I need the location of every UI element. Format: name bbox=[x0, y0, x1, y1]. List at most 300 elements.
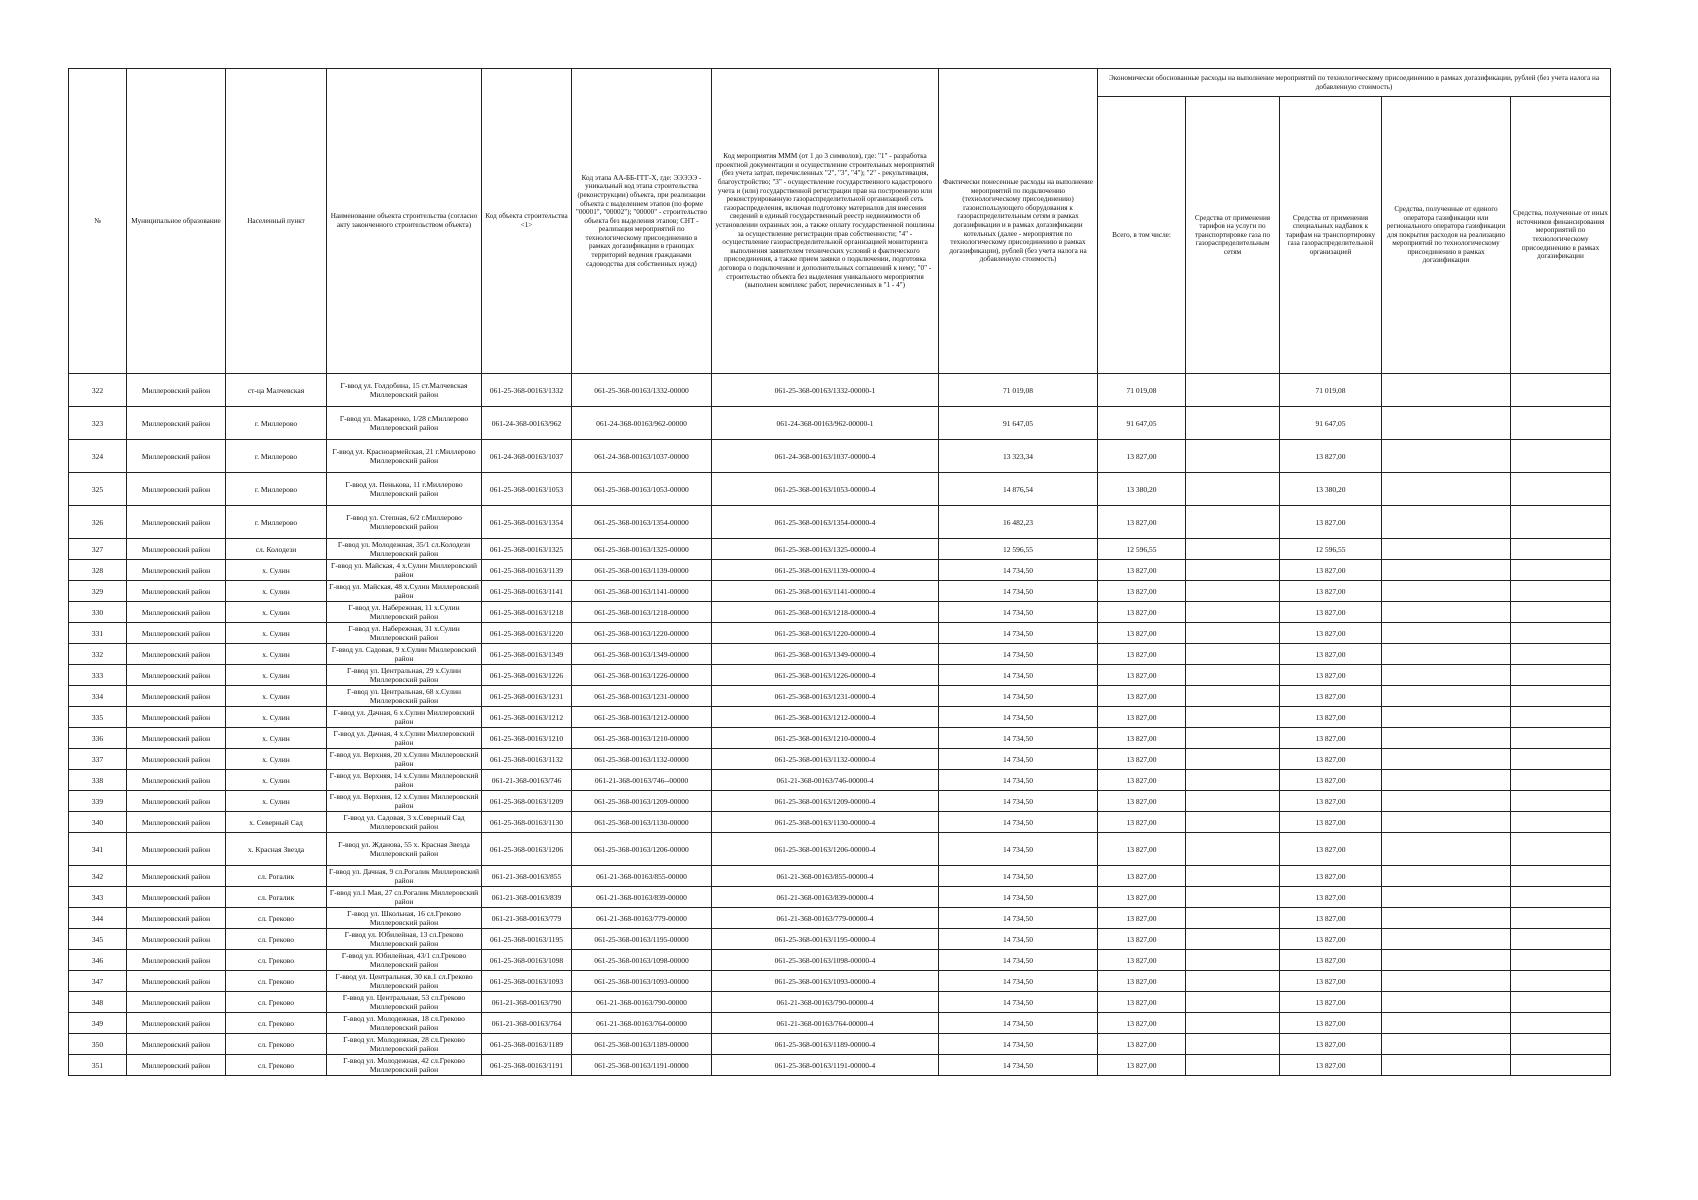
municipality-cell: Миллеровский район bbox=[127, 407, 226, 440]
table-row bbox=[69, 866, 1611, 887]
special-funds-cell: 12 596,55 bbox=[1280, 539, 1382, 560]
total-cell: 13 827,00 bbox=[1098, 749, 1186, 770]
object-name-cell: Г-ввод ул. Красноармейская, 21 г.Миллерово Миллеровский район bbox=[327, 440, 482, 473]
object-code-cell: 061-25-368-00163/1332 bbox=[482, 374, 572, 407]
table-row bbox=[69, 665, 1611, 686]
event-code-cell: 061-25-368-00163/1053-00000-4 bbox=[712, 473, 939, 506]
operator-funds-cell bbox=[1382, 728, 1511, 749]
row-number: 346 bbox=[69, 950, 127, 971]
object-name-cell: Г-ввод ул. Майская, 4 х.Сулин Миллеровский район bbox=[327, 560, 482, 581]
special-funds-cell: 91 647,05 bbox=[1280, 407, 1382, 440]
other-funds-cell bbox=[1511, 908, 1611, 929]
object-name-cell: Г-ввод ул. Школьная, 16 сл.Греково Миллеровский район bbox=[327, 908, 482, 929]
actual-expenses-cell: 16 482,23 bbox=[939, 506, 1098, 539]
municipality-cell: Миллеровский район bbox=[127, 539, 226, 560]
object-code-cell: 061-25-368-00163/1349 bbox=[482, 644, 572, 665]
actual-expenses-cell: 14 734,50 bbox=[939, 644, 1098, 665]
table-row bbox=[69, 374, 1611, 407]
event-code-cell: 061-25-368-00163/1325-00000-4 bbox=[712, 539, 939, 560]
total-cell: 13 827,00 bbox=[1098, 908, 1186, 929]
municipality-cell: Миллеровский район bbox=[127, 374, 226, 407]
event-code-cell: 061-25-368-00163/1220-00000-4 bbox=[712, 623, 939, 644]
actual-expenses-cell: 14 734,50 bbox=[939, 602, 1098, 623]
municipality-cell: Миллеровский район bbox=[127, 908, 226, 929]
row-number: 351 bbox=[69, 1055, 127, 1076]
object-name-cell: Г-ввод ул. Центральная, 68 х.Сулин Миллеровский район bbox=[327, 686, 482, 707]
settlement-cell: г. Миллерово bbox=[226, 473, 327, 506]
event-code-cell: 061-25-368-00163/1206-00000-4 bbox=[712, 833, 939, 866]
actual-expenses-cell: 14 734,50 bbox=[939, 560, 1098, 581]
header-group-title: Экономически обоснованные расходы на выполнение мероприятий по технологическому присоединению в рамках догазификации, рублей (без учета налога на добавленную стоимость) bbox=[1098, 69, 1611, 97]
municipality-cell: Миллеровский район bbox=[127, 866, 226, 887]
municipality-cell: Миллеровский район bbox=[127, 950, 226, 971]
actual-expenses-cell: 12 596,55 bbox=[939, 539, 1098, 560]
row-number: 323 bbox=[69, 407, 127, 440]
settlement-cell: х. Сулин bbox=[226, 728, 327, 749]
operator-funds-cell bbox=[1382, 908, 1511, 929]
row-number: 328 bbox=[69, 560, 127, 581]
settlement-cell: г. Миллерово bbox=[226, 440, 327, 473]
event-code-cell: 061-25-368-00163/1132-00000-4 bbox=[712, 749, 939, 770]
event-code-cell: 061-25-368-00163/1130-00000-4 bbox=[712, 812, 939, 833]
table-row bbox=[69, 749, 1611, 770]
event-code-cell: 061-21-368-00163/746-00000-4 bbox=[712, 770, 939, 791]
municipality-cell: Миллеровский район bbox=[127, 623, 226, 644]
stage-code-cell: 061-25-368-00163/1332-00000 bbox=[572, 374, 712, 407]
object-code-cell: 061-25-368-00163/1191 bbox=[482, 1055, 572, 1076]
event-code-cell: 061-21-368-00163/855-00000-4 bbox=[712, 866, 939, 887]
other-funds-cell bbox=[1511, 833, 1611, 866]
total-cell: 13 827,00 bbox=[1098, 1013, 1186, 1034]
special-funds-cell: 13 827,00 bbox=[1280, 581, 1382, 602]
object-code-cell: 061-25-368-00163/1139 bbox=[482, 560, 572, 581]
object-code-cell: 061-25-368-00163/1220 bbox=[482, 623, 572, 644]
operator-funds-cell bbox=[1382, 644, 1511, 665]
other-funds-cell bbox=[1511, 374, 1611, 407]
total-cell: 13 827,00 bbox=[1098, 950, 1186, 971]
other-funds-cell bbox=[1511, 581, 1611, 602]
settlement-cell: х. Сулин bbox=[226, 560, 327, 581]
tariff-funds-cell bbox=[1186, 623, 1280, 644]
stage-code-cell: 061-25-368-00163/1098-00000 bbox=[572, 950, 712, 971]
actual-expenses-cell: 91 647,05 bbox=[939, 407, 1098, 440]
row-number: 330 bbox=[69, 602, 127, 623]
object-name-cell: Г-ввод ул. Центральная, 29 х.Сулин Миллеровский район bbox=[327, 665, 482, 686]
event-code-cell: 061-25-368-00163/1209-00000-4 bbox=[712, 791, 939, 812]
operator-funds-cell bbox=[1382, 440, 1511, 473]
total-cell: 13 827,00 bbox=[1098, 728, 1186, 749]
stage-code-cell: 061-24-368-00163/962-00000 bbox=[572, 407, 712, 440]
other-funds-cell bbox=[1511, 686, 1611, 707]
actual-expenses-cell: 14 734,50 bbox=[939, 929, 1098, 950]
tariff-funds-cell bbox=[1186, 686, 1280, 707]
municipality-cell: Миллеровский район bbox=[127, 440, 226, 473]
actual-expenses-cell: 14 734,50 bbox=[939, 707, 1098, 728]
header-object-code: Код объекта строительства <1> bbox=[482, 69, 572, 374]
special-funds-cell: 13 827,00 bbox=[1280, 644, 1382, 665]
total-cell: 13 827,00 bbox=[1098, 833, 1186, 866]
actual-expenses-cell: 13 323,34 bbox=[939, 440, 1098, 473]
table-row bbox=[69, 440, 1611, 473]
settlement-cell: х. Сулин bbox=[226, 686, 327, 707]
tariff-funds-cell bbox=[1186, 833, 1280, 866]
special-funds-cell: 13 827,00 bbox=[1280, 623, 1382, 644]
total-cell: 13 827,00 bbox=[1098, 440, 1186, 473]
stage-code-cell: 061-25-368-00163/1354-00000 bbox=[572, 506, 712, 539]
tariff-funds-cell bbox=[1186, 950, 1280, 971]
tariff-funds-cell bbox=[1186, 1055, 1280, 1076]
actual-expenses-cell: 14 734,50 bbox=[939, 749, 1098, 770]
stage-code-cell: 061-25-368-00163/1191-00000 bbox=[572, 1055, 712, 1076]
stage-code-cell: 061-25-368-00163/1206-00000 bbox=[572, 833, 712, 866]
object-name-cell: Г-ввод ул. Юбилейная, 13 сл.Греково Миллеровский район bbox=[327, 929, 482, 950]
other-funds-cell bbox=[1511, 506, 1611, 539]
special-funds-cell: 13 827,00 bbox=[1280, 602, 1382, 623]
row-number: 322 bbox=[69, 374, 127, 407]
object-name-cell: Г-ввод ул. Садовая, 9 х.Сулин Миллеровский район bbox=[327, 644, 482, 665]
stage-code-cell: 061-25-368-00163/1226-00000 bbox=[572, 665, 712, 686]
row-number: 340 bbox=[69, 812, 127, 833]
event-code-cell: 061-25-368-00163/1093-00000-4 bbox=[712, 971, 939, 992]
table-row bbox=[69, 707, 1611, 728]
special-funds-cell: 13 827,00 bbox=[1280, 749, 1382, 770]
actual-expenses-cell: 14 734,50 bbox=[939, 866, 1098, 887]
operator-funds-cell bbox=[1382, 707, 1511, 728]
row-number: 327 bbox=[69, 539, 127, 560]
object-name-cell: Г-ввод ул. Набережная, 11 х.Сулин Миллеровский район bbox=[327, 602, 482, 623]
object-code-cell: 061-25-368-00163/1212 bbox=[482, 707, 572, 728]
actual-expenses-cell: 14 734,50 bbox=[939, 791, 1098, 812]
actual-expenses-cell: 14 734,50 bbox=[939, 1055, 1098, 1076]
operator-funds-cell bbox=[1382, 866, 1511, 887]
tariff-funds-cell bbox=[1186, 473, 1280, 506]
object-code-cell: 061-25-368-00163/1098 bbox=[482, 950, 572, 971]
object-code-cell: 061-21-368-00163/839 bbox=[482, 887, 572, 908]
object-code-cell: 061-25-368-00163/1053 bbox=[482, 473, 572, 506]
stage-code-cell: 061-25-368-00163/1209-00000 bbox=[572, 791, 712, 812]
row-number: 341 bbox=[69, 833, 127, 866]
object-name-cell: Г-ввод ул. Дачная, 9 сл.Рогалик Миллеровский район bbox=[327, 866, 482, 887]
special-funds-cell: 13 827,00 bbox=[1280, 1013, 1382, 1034]
tariff-funds-cell bbox=[1186, 602, 1280, 623]
event-code-cell: 061-25-368-00163/1141-00000-4 bbox=[712, 581, 939, 602]
table-row bbox=[69, 887, 1611, 908]
operator-funds-cell bbox=[1382, 1034, 1511, 1055]
table-row bbox=[69, 686, 1611, 707]
object-code-cell: 061-25-368-00163/1218 bbox=[482, 602, 572, 623]
municipality-cell: Миллеровский район bbox=[127, 929, 226, 950]
tariff-funds-cell bbox=[1186, 770, 1280, 791]
object-name-cell: Г-ввод ул. Верхняя, 20 х.Сулин Миллеровский район bbox=[327, 749, 482, 770]
settlement-cell: сл. Греково bbox=[226, 1013, 327, 1034]
settlement-cell: х. Сулин bbox=[226, 602, 327, 623]
municipality-cell: Миллеровский район bbox=[127, 602, 226, 623]
municipality-cell: Миллеровский район bbox=[127, 1034, 226, 1055]
tariff-funds-cell bbox=[1186, 539, 1280, 560]
operator-funds-cell bbox=[1382, 473, 1511, 506]
event-code-cell: 061-21-368-00163/839-00000-4 bbox=[712, 887, 939, 908]
tariff-funds-cell bbox=[1186, 1013, 1280, 1034]
other-funds-cell bbox=[1511, 644, 1611, 665]
special-funds-cell: 13 827,00 bbox=[1280, 812, 1382, 833]
object-name-cell: Г-ввод ул. Макаренко, 1/28 г.Миллерово Миллеровский район bbox=[327, 407, 482, 440]
stage-code-cell: 061-21-368-00163/746--00000 bbox=[572, 770, 712, 791]
settlement-cell: х. Сулин bbox=[226, 581, 327, 602]
stage-code-cell: 061-25-368-00163/1220-00000 bbox=[572, 623, 712, 644]
operator-funds-cell bbox=[1382, 770, 1511, 791]
municipality-cell: Миллеровский район bbox=[127, 1055, 226, 1076]
stage-code-cell: 061-21-368-00163/855-00000 bbox=[572, 866, 712, 887]
actual-expenses-cell: 14 734,50 bbox=[939, 908, 1098, 929]
operator-funds-cell bbox=[1382, 665, 1511, 686]
operator-funds-cell bbox=[1382, 887, 1511, 908]
special-funds-cell: 13 827,00 bbox=[1280, 1034, 1382, 1055]
special-funds-cell: 13 827,00 bbox=[1280, 929, 1382, 950]
stage-code-cell: 061-25-368-00163/1349-00000 bbox=[572, 644, 712, 665]
total-cell: 13 827,00 bbox=[1098, 686, 1186, 707]
settlement-cell: х. Сулин bbox=[226, 665, 327, 686]
actual-expenses-cell: 14 876,54 bbox=[939, 473, 1098, 506]
header-other-funds: Средства, полученные от иных источников финансирования мероприятий по технологическому присоединению в рамках догазификации bbox=[1511, 97, 1611, 374]
special-funds-cell: 13 827,00 bbox=[1280, 506, 1382, 539]
municipality-cell: Миллеровский район bbox=[127, 728, 226, 749]
special-funds-cell: 13 827,00 bbox=[1280, 971, 1382, 992]
table-row bbox=[69, 1055, 1611, 1076]
event-code-cell: 061-25-368-00163/1139-00000-4 bbox=[712, 560, 939, 581]
other-funds-cell bbox=[1511, 749, 1611, 770]
header-special-funds: Средства от применения специальных надбавок к тарифам на транспортировку газа газораспределительной организацией bbox=[1280, 97, 1382, 374]
municipality-cell: Миллеровский район bbox=[127, 749, 226, 770]
tariff-funds-cell bbox=[1186, 791, 1280, 812]
other-funds-cell bbox=[1511, 812, 1611, 833]
table-row bbox=[69, 407, 1611, 440]
object-code-cell: 061-25-368-00163/1130 bbox=[482, 812, 572, 833]
table-row bbox=[69, 971, 1611, 992]
object-code-cell: 061-21-368-00163/790 bbox=[482, 992, 572, 1013]
object-name-cell: Г-ввод ул. Центральная, 30 кв.1 сл.Греково Миллеровский район bbox=[327, 971, 482, 992]
municipality-cell: Миллеровский район bbox=[127, 770, 226, 791]
total-cell: 91 647,05 bbox=[1098, 407, 1186, 440]
other-funds-cell bbox=[1511, 770, 1611, 791]
tariff-funds-cell bbox=[1186, 374, 1280, 407]
operator-funds-cell bbox=[1382, 950, 1511, 971]
tariff-funds-cell bbox=[1186, 506, 1280, 539]
stage-code-cell: 061-25-368-00163/1210-00000 bbox=[572, 728, 712, 749]
settlement-cell: сл. Греково bbox=[226, 1034, 327, 1055]
tariff-funds-cell bbox=[1186, 992, 1280, 1013]
special-funds-cell: 13 827,00 bbox=[1280, 1055, 1382, 1076]
event-code-cell: 061-25-368-00163/1191-00000-4 bbox=[712, 1055, 939, 1076]
table-row bbox=[69, 623, 1611, 644]
special-funds-cell: 13 380,20 bbox=[1280, 473, 1382, 506]
other-funds-cell bbox=[1511, 1034, 1611, 1055]
total-cell: 13 827,00 bbox=[1098, 929, 1186, 950]
stage-code-cell: 061-25-368-00163/1130-00000 bbox=[572, 812, 712, 833]
total-cell: 13 827,00 bbox=[1098, 1034, 1186, 1055]
tariff-funds-cell bbox=[1186, 665, 1280, 686]
event-code-cell: 061-24-368-00163/962-00000-1 bbox=[712, 407, 939, 440]
settlement-cell: х. Северный Сад bbox=[226, 812, 327, 833]
row-number: 342 bbox=[69, 866, 127, 887]
municipality-cell: Миллеровский район bbox=[127, 665, 226, 686]
table-row bbox=[69, 770, 1611, 791]
municipality-cell: Миллеровский район bbox=[127, 644, 226, 665]
object-name-cell: Г-ввод ул. Молодежная, 28 сл.Греково Миллеровский район bbox=[327, 1034, 482, 1055]
table-header bbox=[69, 69, 1611, 374]
special-funds-cell: 13 827,00 bbox=[1280, 686, 1382, 707]
tariff-funds-cell bbox=[1186, 728, 1280, 749]
row-number: 349 bbox=[69, 1013, 127, 1034]
settlement-cell: сл. Греково bbox=[226, 971, 327, 992]
special-funds-cell: 13 827,00 bbox=[1280, 791, 1382, 812]
object-code-cell: 061-21-368-00163/746 bbox=[482, 770, 572, 791]
table-row bbox=[69, 992, 1611, 1013]
other-funds-cell bbox=[1511, 707, 1611, 728]
other-funds-cell bbox=[1511, 1013, 1611, 1034]
row-number: 332 bbox=[69, 644, 127, 665]
object-name-cell: Г-ввод ул. Майская, 48 х.Сулин Миллеровский район bbox=[327, 581, 482, 602]
stage-code-cell: 061-25-368-00163/1195-00000 bbox=[572, 929, 712, 950]
operator-funds-cell bbox=[1382, 1013, 1511, 1034]
actual-expenses-cell: 14 734,50 bbox=[939, 581, 1098, 602]
table-row bbox=[69, 506, 1611, 539]
table-row bbox=[69, 728, 1611, 749]
object-code-cell: 061-25-368-00163/1231 bbox=[482, 686, 572, 707]
stage-code-cell: 061-25-368-00163/1231-00000 bbox=[572, 686, 712, 707]
stage-code-cell: 061-21-368-00163/764-00000 bbox=[572, 1013, 712, 1034]
row-number: 348 bbox=[69, 992, 127, 1013]
settlement-cell: ст-ца Малчевская bbox=[226, 374, 327, 407]
object-code-cell: 061-25-368-00163/1325 bbox=[482, 539, 572, 560]
object-code-cell: 061-24-368-00163/1037 bbox=[482, 440, 572, 473]
actual-expenses-cell: 14 734,50 bbox=[939, 1034, 1098, 1055]
stage-code-cell: 061-25-368-00163/1189-00000 bbox=[572, 1034, 712, 1055]
header-tariff-funds: Средства от применения тарифов на услуги по транспортировке газа по газораспределительным сетям bbox=[1186, 97, 1280, 374]
actual-expenses-cell: 14 734,50 bbox=[939, 887, 1098, 908]
operator-funds-cell bbox=[1382, 992, 1511, 1013]
row-number: 345 bbox=[69, 929, 127, 950]
municipality-cell: Миллеровский район bbox=[127, 686, 226, 707]
object-code-cell: 061-25-368-00163/1189 bbox=[482, 1034, 572, 1055]
settlement-cell: г. Миллерово bbox=[226, 407, 327, 440]
municipality-cell: Миллеровский район bbox=[127, 506, 226, 539]
actual-expenses-cell: 14 734,50 bbox=[939, 833, 1098, 866]
header-num: № bbox=[69, 69, 127, 374]
stage-code-cell: 061-24-368-00163/1037-00000 bbox=[572, 440, 712, 473]
total-cell: 13 827,00 bbox=[1098, 665, 1186, 686]
settlement-cell: х. Сулин bbox=[226, 623, 327, 644]
object-name-cell: Г-ввод ул. Молодежная, 35/1 сл.Колодези Миллеровский район bbox=[327, 539, 482, 560]
tariff-funds-cell bbox=[1186, 581, 1280, 602]
row-number: 326 bbox=[69, 506, 127, 539]
actual-expenses-cell: 14 734,50 bbox=[939, 971, 1098, 992]
actual-expenses-cell: 14 734,50 bbox=[939, 950, 1098, 971]
operator-funds-cell bbox=[1382, 833, 1511, 866]
other-funds-cell bbox=[1511, 440, 1611, 473]
object-name-cell: Г-ввод ул.1 Мая, 27 сл.Рогалик Миллеровский район bbox=[327, 887, 482, 908]
other-funds-cell bbox=[1511, 992, 1611, 1013]
settlement-cell: х. Сулин bbox=[226, 749, 327, 770]
row-number: 339 bbox=[69, 791, 127, 812]
event-code-cell: 061-25-368-00163/1231-00000-4 bbox=[712, 686, 939, 707]
tariff-funds-cell bbox=[1186, 887, 1280, 908]
other-funds-cell bbox=[1511, 887, 1611, 908]
table-body bbox=[69, 374, 1611, 1076]
tariff-funds-cell bbox=[1186, 440, 1280, 473]
total-cell: 13 827,00 bbox=[1098, 992, 1186, 1013]
tariff-funds-cell bbox=[1186, 929, 1280, 950]
municipality-cell: Миллеровский район bbox=[127, 473, 226, 506]
table-row bbox=[69, 1013, 1611, 1034]
special-funds-cell: 13 827,00 bbox=[1280, 665, 1382, 686]
object-name-cell: Г-ввод ул. Голдобина, 15 ст.Малчевская Миллеровский район bbox=[327, 374, 482, 407]
row-number: 333 bbox=[69, 665, 127, 686]
stage-code-cell: 061-25-368-00163/1212-00000 bbox=[572, 707, 712, 728]
object-code-cell: 061-25-368-00163/1195 bbox=[482, 929, 572, 950]
municipality-cell: Миллеровский район bbox=[127, 812, 226, 833]
table-row bbox=[69, 950, 1611, 971]
object-name-cell: Г-ввод ул. Степная, 6/2 г.Миллерово Миллеровский район bbox=[327, 506, 482, 539]
settlement-cell: сл. Греково bbox=[226, 992, 327, 1013]
municipality-cell: Миллеровский район bbox=[127, 791, 226, 812]
event-code-cell: 061-25-368-00163/1195-00000-4 bbox=[712, 929, 939, 950]
operator-funds-cell bbox=[1382, 623, 1511, 644]
object-code-cell: 061-25-368-00163/1093 bbox=[482, 971, 572, 992]
row-number: 334 bbox=[69, 686, 127, 707]
object-code-cell: 061-21-368-00163/779 bbox=[482, 908, 572, 929]
object-name-cell: Г-ввод ул. Молодежная, 18 сл.Греково Миллеровский район bbox=[327, 1013, 482, 1034]
other-funds-cell bbox=[1511, 473, 1611, 506]
special-funds-cell: 13 827,00 bbox=[1280, 728, 1382, 749]
special-funds-cell: 13 827,00 bbox=[1280, 992, 1382, 1013]
header-actual-expenses: Фактически понесенные расходы на выполнение мероприятий по подключению (технологическому присоединению) газоиспользующего оборудования к газораспределительным сетям в рамках догазификации и в рамках догазификации котельных (далее - мероприятия по технологическому присоединению в рамках догазификации), рублей (без учета налога на добавленную стоимость) bbox=[939, 69, 1098, 374]
object-name-cell: Г-ввод ул. Садовая, 3 х.Северный Сад Миллеровский район bbox=[327, 812, 482, 833]
operator-funds-cell bbox=[1382, 812, 1511, 833]
total-cell: 13 827,00 bbox=[1098, 812, 1186, 833]
event-code-cell: 061-21-368-00163/779-00000-4 bbox=[712, 908, 939, 929]
municipality-cell: Миллеровский район bbox=[127, 707, 226, 728]
tariff-funds-cell bbox=[1186, 866, 1280, 887]
operator-funds-cell bbox=[1382, 929, 1511, 950]
object-name-cell: Г-ввод ул. Пенькова, 11 г.Миллерово Миллеровский район bbox=[327, 473, 482, 506]
operator-funds-cell bbox=[1382, 374, 1511, 407]
settlement-cell: х. Сулин bbox=[226, 707, 327, 728]
row-number: 324 bbox=[69, 440, 127, 473]
row-number: 325 bbox=[69, 473, 127, 506]
table-row bbox=[69, 833, 1611, 866]
total-cell: 13 827,00 bbox=[1098, 866, 1186, 887]
settlement-cell: сл. Рогалик bbox=[226, 866, 327, 887]
stage-code-cell: 061-21-368-00163/790-00000 bbox=[572, 992, 712, 1013]
row-number: 350 bbox=[69, 1034, 127, 1055]
object-code-cell: 061-25-368-00163/1209 bbox=[482, 791, 572, 812]
row-number: 343 bbox=[69, 887, 127, 908]
tariff-funds-cell bbox=[1186, 707, 1280, 728]
object-code-cell: 061-24-368-00163/962 bbox=[482, 407, 572, 440]
special-funds-cell: 13 827,00 bbox=[1280, 770, 1382, 791]
settlement-cell: сл. Греково bbox=[226, 929, 327, 950]
municipality-cell: Миллеровский район bbox=[127, 887, 226, 908]
stage-code-cell: 061-25-368-00163/1141-00000 bbox=[572, 581, 712, 602]
settlement-cell: х. Сулин bbox=[226, 770, 327, 791]
municipality-cell: Миллеровский район bbox=[127, 971, 226, 992]
other-funds-cell bbox=[1511, 407, 1611, 440]
total-cell: 13 827,00 bbox=[1098, 506, 1186, 539]
object-code-cell: 061-21-368-00163/855 bbox=[482, 866, 572, 887]
event-code-cell: 061-25-368-00163/1218-00000-4 bbox=[712, 602, 939, 623]
total-cell: 13 827,00 bbox=[1098, 644, 1186, 665]
special-funds-cell: 13 827,00 bbox=[1280, 560, 1382, 581]
